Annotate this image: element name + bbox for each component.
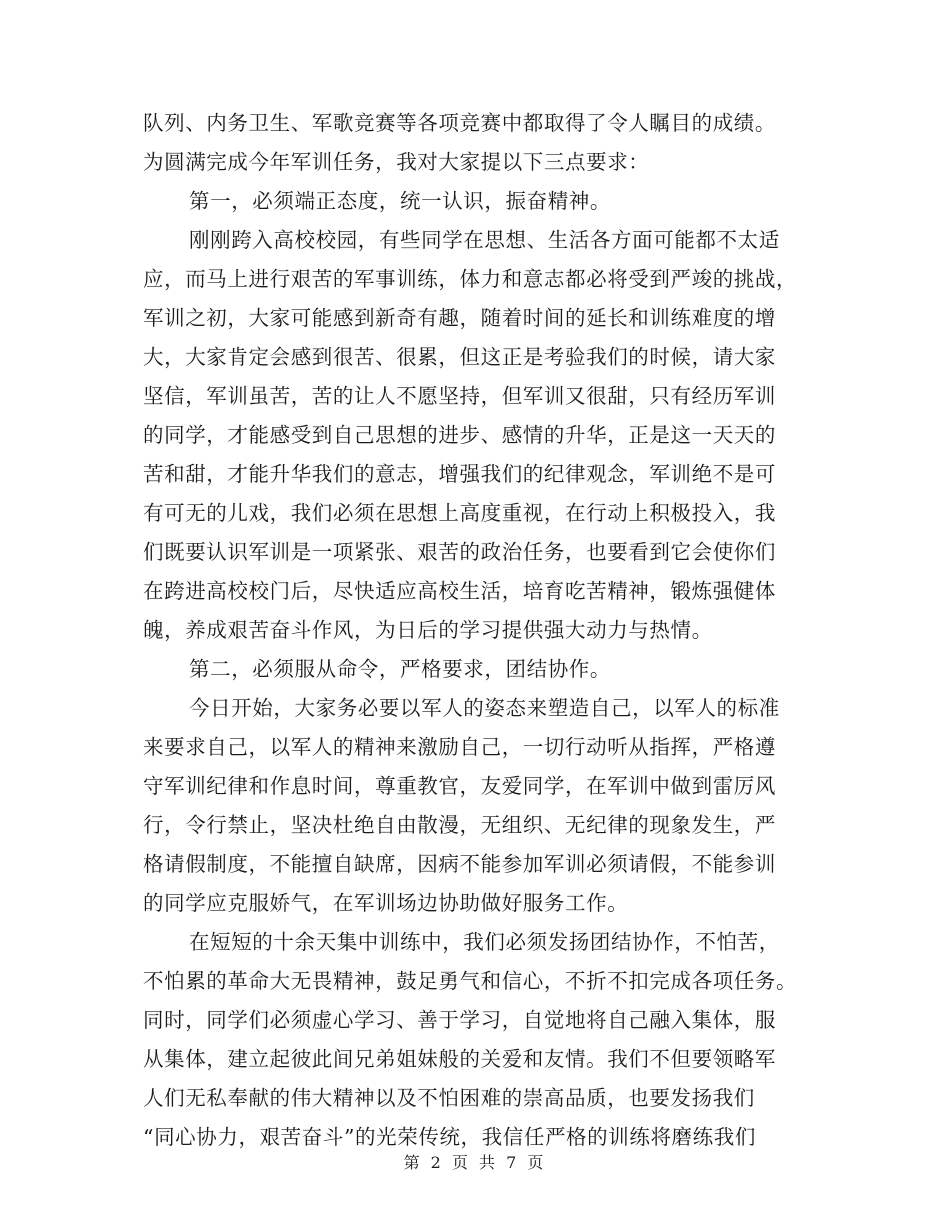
text-line: 行，令行禁止，坚决杜绝自由散漫，无组织、无纪律的现象发生，严 bbox=[143, 813, 776, 837]
text-line: 的同学，才能感受到自己思想的进步、感情的升华，正是这一天天的 bbox=[143, 423, 776, 447]
text-line: “同心协力，艰苦奋斗”的光荣传统，我信任严格的训练将磨练我们 bbox=[143, 1125, 756, 1149]
page-number-footer: 第 2 页 共 7 页 bbox=[403, 1153, 547, 1172]
paragraph-start: 今日开始，大家务必要以军人的姿态来塑造自己，以军人的标准 bbox=[189, 696, 780, 720]
paragraph-start: 刚刚跨入高校校园，有些同学在思想、生活各方面可能都不太适 bbox=[189, 228, 780, 252]
text-line: 队列、内务卫生、军歌竞赛等各项竞赛中都取得了令人瞩目的成绩。 bbox=[143, 111, 776, 135]
document-body bbox=[143, 104, 797, 1157]
section-heading-2: 第二，必须服从命令，严格要求，团结协作。 bbox=[189, 657, 611, 681]
text-line: 为圆满完成今年军训任务，我对大家提以下三点要求： bbox=[143, 150, 650, 174]
text-line: 在跨进高校校门后，尽快适应高校生活，培育吃苦精神，锻炼强健体 bbox=[143, 579, 776, 603]
text-line: 守军训纪律和作息时间，尊重教官，友爱同学，在军训中做到雷厉风 bbox=[143, 774, 776, 798]
text-line: 苦和甜，才能升华我们的意志，增强我们的纪律观念，军训绝不是可 bbox=[143, 462, 776, 486]
text-line: 不怕累的革命大无畏精神，鼓足勇气和信心，不折不扣完成各项任务。 bbox=[143, 969, 798, 993]
section-heading-1: 第一，必须端正态度，统一认识，振奋精神。 bbox=[189, 189, 611, 213]
paragraph-start: 在短短的十余天集中训练中，我们必须发扬团结协作，不怕苦， bbox=[189, 930, 780, 954]
text-line: 魄，养成艰苦奋斗作风，为日后的学习提供强大动力与热情。 bbox=[143, 618, 713, 642]
text-line: 从集体，建立起彼此间兄弟姐妹般的关爱和友情。我们不但要领略军 bbox=[143, 1047, 776, 1071]
text-line: 们既要认识军训是一项紧张、艰苦的政治任务，也要看到它会使你们 bbox=[143, 540, 776, 564]
text-line: 大，大家肯定会感到很苦、很累，但这正是考验我们的时候，请大家 bbox=[143, 345, 776, 369]
text-line: 同时，同学们必须虚心学习、善于学习，自觉地将自己融入集体，服 bbox=[143, 1008, 776, 1032]
text-line: 来要求自己，以军人的精神来激励自己，一切行动听从指挥，严格遵 bbox=[143, 735, 776, 759]
text-line: 坚信，军训虽苦，苦的让人不愿坚持，但军训又很甜，只有经历军训 bbox=[143, 384, 776, 408]
text-line: 人们无私奉献的伟大精神以及不怕困难的崇高品质，也要发扬我们 bbox=[143, 1086, 755, 1110]
text-line: 的同学应克服娇气，在军训场边协助做好服务工作。 bbox=[143, 891, 629, 915]
text-line: 应，而马上进行艰苦的军事训练，体力和意志都必将受到严竣的挑战， bbox=[143, 267, 798, 291]
text-line: 军训之初，大家可能感到新奇有趣，随着时间的延长和训练难度的增 bbox=[143, 306, 776, 330]
text-line: 有可无的儿戏，我们必须在思想上高度重视，在行动上积极投入，我 bbox=[143, 501, 776, 525]
text-line: 格请假制度，不能擅自缺席，因病不能参加军训必须请假，不能参训 bbox=[143, 852, 776, 876]
